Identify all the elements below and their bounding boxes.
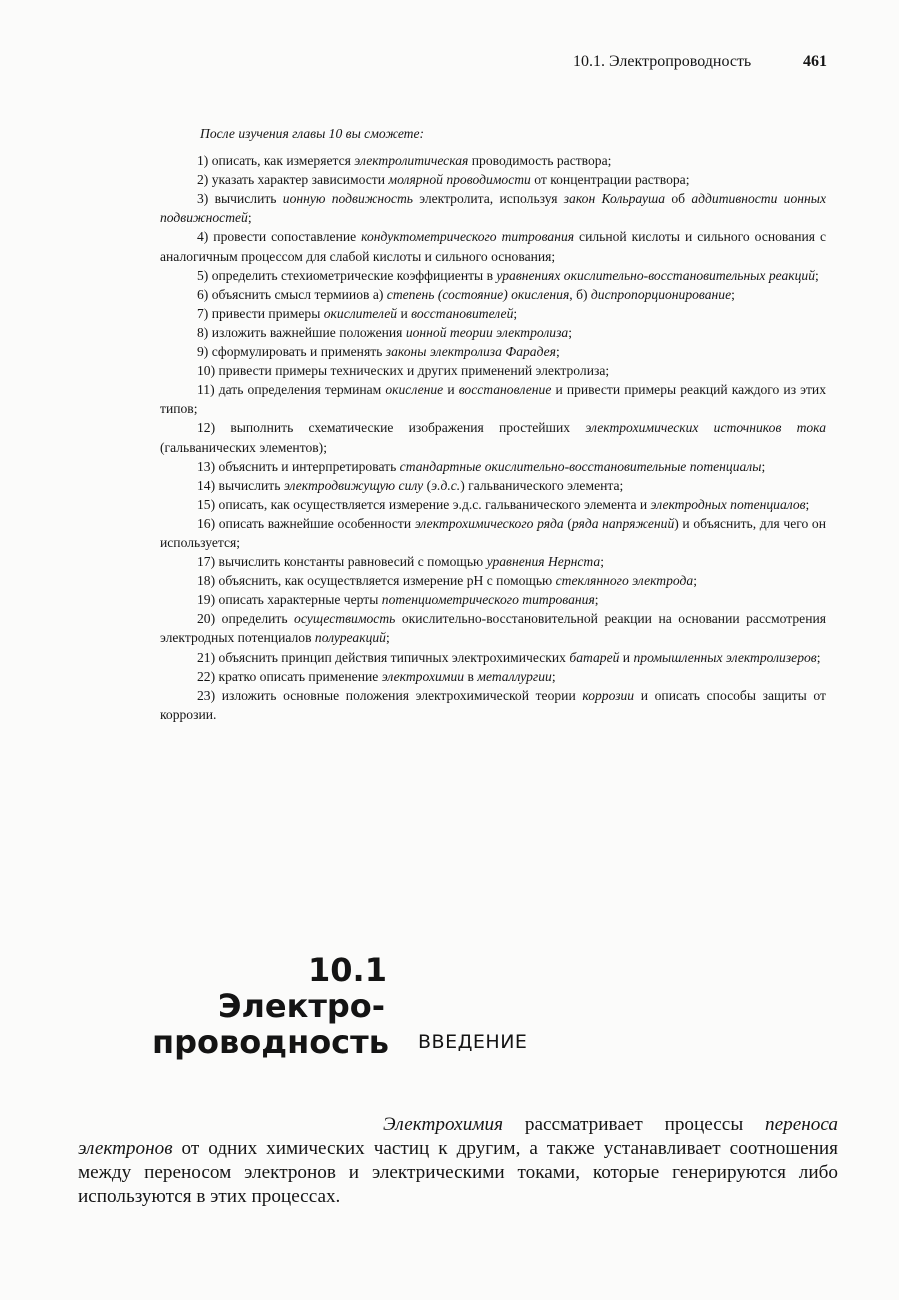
text-run: ; bbox=[551, 668, 556, 684]
text-run: рассматривает процессы bbox=[503, 1114, 766, 1135]
emphasized-term: Электрохимия bbox=[383, 1114, 504, 1135]
text-run: ; bbox=[761, 458, 766, 474]
objective-item bbox=[160, 476, 826, 495]
objective-item bbox=[160, 648, 826, 667]
emphasized-term: электрохимического ряда bbox=[414, 515, 564, 531]
text-run: 3) вычислить bbox=[197, 191, 283, 207]
text-run: ( bbox=[423, 477, 432, 493]
text-run: 13) объяснить и интерпретировать bbox=[197, 458, 400, 474]
emphasized-term: электродных потенциалов bbox=[650, 496, 806, 512]
emphasized-term: аддитивности ионных подвижностей bbox=[160, 191, 827, 226]
text-run: ; bbox=[385, 630, 390, 646]
text-run: 6) объяснить смысл термииов а) bbox=[197, 286, 387, 302]
emphasized-term: потенциометрического титрования bbox=[381, 592, 595, 608]
text-run: 12) выполнить схематические изображения простейших bbox=[197, 420, 586, 436]
text-run: сильной кислоты и сильного основания с аналогичным процессом для слабой кислоты и сильного основания; bbox=[160, 229, 827, 264]
text-run: ; bbox=[816, 649, 821, 665]
text-run: ) гальванического элемента; bbox=[460, 477, 624, 493]
emphasized-term: уравнениях окислительно-восстановительных реакций bbox=[496, 267, 816, 283]
emphasized-term: коррозии bbox=[582, 687, 635, 703]
emphasized-term: молярной проводимости bbox=[388, 172, 531, 188]
emphasized-term: осуществимость bbox=[294, 611, 396, 627]
page-number: 461 bbox=[803, 53, 827, 70]
text-run: ; bbox=[805, 496, 810, 512]
text-run: проводимость раствора; bbox=[468, 153, 612, 169]
text-run: 17) вычислить константы равновесий с помощью bbox=[197, 554, 487, 570]
objective-item bbox=[160, 495, 826, 514]
section-title-line2: проводность bbox=[152, 1023, 389, 1061]
text-run: от концентрации раствора; bbox=[530, 172, 690, 188]
objective-item bbox=[160, 418, 826, 456]
text-run: 21) объяснить принцип действия типичных электрохимических bbox=[197, 649, 570, 665]
objective-item bbox=[160, 227, 826, 265]
emphasized-term: электрохимии bbox=[381, 668, 465, 684]
text-run: и привести примеры реакций каждого из этих типов; bbox=[160, 382, 826, 417]
intro-paragraph bbox=[78, 1113, 838, 1209]
objective-item bbox=[160, 686, 826, 724]
emphasized-term: восстановителей bbox=[411, 305, 514, 321]
objective-item bbox=[160, 323, 826, 342]
objective-item bbox=[160, 380, 826, 418]
objective-item bbox=[160, 151, 826, 170]
text-run: и bbox=[443, 382, 459, 398]
section-subtitle: ВВЕДЕНИЕ bbox=[418, 1031, 528, 1053]
text-run: 16) описать важнейшие особенности bbox=[197, 515, 415, 531]
text-run: 20) определить bbox=[197, 611, 295, 627]
objective-item bbox=[160, 342, 826, 361]
text-run: 2) указать характер зависимости bbox=[197, 172, 389, 188]
objective-item bbox=[160, 170, 826, 189]
emphasized-term: окисление bbox=[385, 382, 444, 398]
text-run: , б) bbox=[569, 286, 591, 302]
header-section-title: 10.1. Электропроводность bbox=[573, 53, 752, 70]
text-run: ) и объяснить, для чего он используется; bbox=[160, 515, 826, 550]
emphasized-term: стандартные окислительно-восстановительные потенциалы bbox=[399, 458, 762, 474]
section-title-line1: Электро- bbox=[218, 987, 386, 1025]
text-run: 23) изложить основные положения электрохимической теории bbox=[197, 687, 583, 703]
text-run: ; bbox=[247, 210, 252, 226]
objective-item bbox=[160, 189, 826, 227]
text-run: 15) описать, как осуществляется измерение э.д.с. гальванического элемента и bbox=[197, 496, 651, 512]
text-run: ; bbox=[556, 344, 560, 360]
text-run: 22) кратко описать применение bbox=[197, 668, 382, 684]
emphasized-term: металлургии bbox=[477, 668, 552, 684]
objective-item bbox=[160, 667, 826, 686]
text-run: 9) сформулировать и применять bbox=[197, 344, 386, 360]
emphasized-term: восстановление bbox=[458, 382, 552, 398]
objective-item bbox=[160, 361, 826, 380]
text-run: 4) провести сопоставление bbox=[197, 229, 362, 245]
emphasized-term: батарей bbox=[569, 649, 620, 665]
text-run: 7) привести примеры bbox=[197, 305, 324, 321]
objective-item bbox=[160, 571, 826, 590]
text-run: об bbox=[665, 191, 692, 207]
emphasized-term: кондуктометрического титрования bbox=[361, 229, 575, 245]
emphasized-term: диспропорционирование bbox=[590, 286, 732, 302]
emphasized-term: ряда напряжений bbox=[571, 515, 675, 531]
text-run: и bbox=[397, 305, 412, 321]
text-run: 18) объяснить, как осуществляется измерение pH с помощью bbox=[197, 573, 556, 589]
emphasized-term: степень (состояние) окисления bbox=[386, 286, 570, 302]
objectives-intro: После изучения главы 10 вы сможете: bbox=[200, 126, 425, 141]
emphasized-term: электролитическая bbox=[354, 153, 469, 169]
section-number: 10.1 bbox=[308, 951, 387, 989]
text-run: ( bbox=[563, 515, 572, 531]
emphasized-term: переноса электронов bbox=[78, 1114, 838, 1159]
objectives-list bbox=[160, 151, 826, 724]
text-run: ; bbox=[693, 573, 697, 589]
emphasized-term: полуреакций bbox=[314, 630, 386, 646]
text-run: 5) определить стехиометрические коэффициенты в bbox=[197, 267, 497, 283]
objective-item bbox=[160, 609, 826, 647]
text-run: 1) описать, как измеряется bbox=[197, 153, 355, 169]
objective-item bbox=[160, 514, 826, 552]
text-run: 14) вычислить bbox=[197, 477, 284, 493]
text-run: в bbox=[464, 668, 478, 684]
emphasized-term: электродвижущую силу bbox=[283, 477, 424, 493]
objective-item bbox=[160, 457, 826, 476]
text-run: окислительно-восстановительной реакции на основании рассмотрения электродных потенциалов bbox=[160, 611, 826, 646]
objective-item bbox=[160, 266, 826, 285]
emphasized-term: уравнения Нернста bbox=[486, 554, 601, 570]
text-run: от одних химических частиц к другим, а также устанавливает соотношения между переносом электронов и электрическими токами, которые генерируются либо используются в этих процессах. bbox=[78, 1138, 838, 1207]
emphasized-term: электрохимических источников тока bbox=[585, 420, 827, 436]
text-run: (гальванических элементов); bbox=[160, 439, 327, 455]
text-run: ; bbox=[731, 286, 735, 302]
objective-item bbox=[160, 590, 826, 609]
learning-objectives bbox=[160, 124, 826, 724]
text-run: ; bbox=[568, 324, 572, 340]
objective-item bbox=[160, 552, 826, 571]
text-run: 11) дать определения терминам bbox=[197, 382, 386, 398]
text-run: 8) изложить важнейшие положения bbox=[197, 324, 406, 340]
objective-item bbox=[160, 285, 826, 304]
emphasized-term: ионной теории электролиза bbox=[405, 324, 569, 340]
text-run: ; bbox=[594, 592, 599, 608]
emphasized-term: законы электролиза Фарадея bbox=[385, 344, 556, 360]
emphasized-term: окислителей bbox=[323, 305, 398, 321]
text-run: 10) привести примеры технических и других применений электролиза; bbox=[197, 363, 610, 379]
emphasized-term: промышленных электролизеров bbox=[633, 649, 817, 665]
text-run: ; bbox=[815, 267, 819, 283]
text-run: электролита, используя bbox=[412, 191, 564, 207]
emphasized-term: закон Кольрауша bbox=[563, 191, 666, 207]
emphasized-term: э.д.с. bbox=[431, 477, 461, 493]
text-run: ; bbox=[600, 554, 604, 570]
text-run: и описать способы защиты от коррозии. bbox=[160, 687, 826, 722]
emphasized-term: ионную подвижность bbox=[282, 191, 413, 207]
text-run: ; bbox=[513, 305, 518, 321]
text-run: и bbox=[619, 649, 634, 665]
text-run: 19) описать характерные черты bbox=[197, 592, 382, 608]
objective-item bbox=[160, 304, 826, 323]
emphasized-term: стеклянного электрода bbox=[555, 573, 694, 589]
